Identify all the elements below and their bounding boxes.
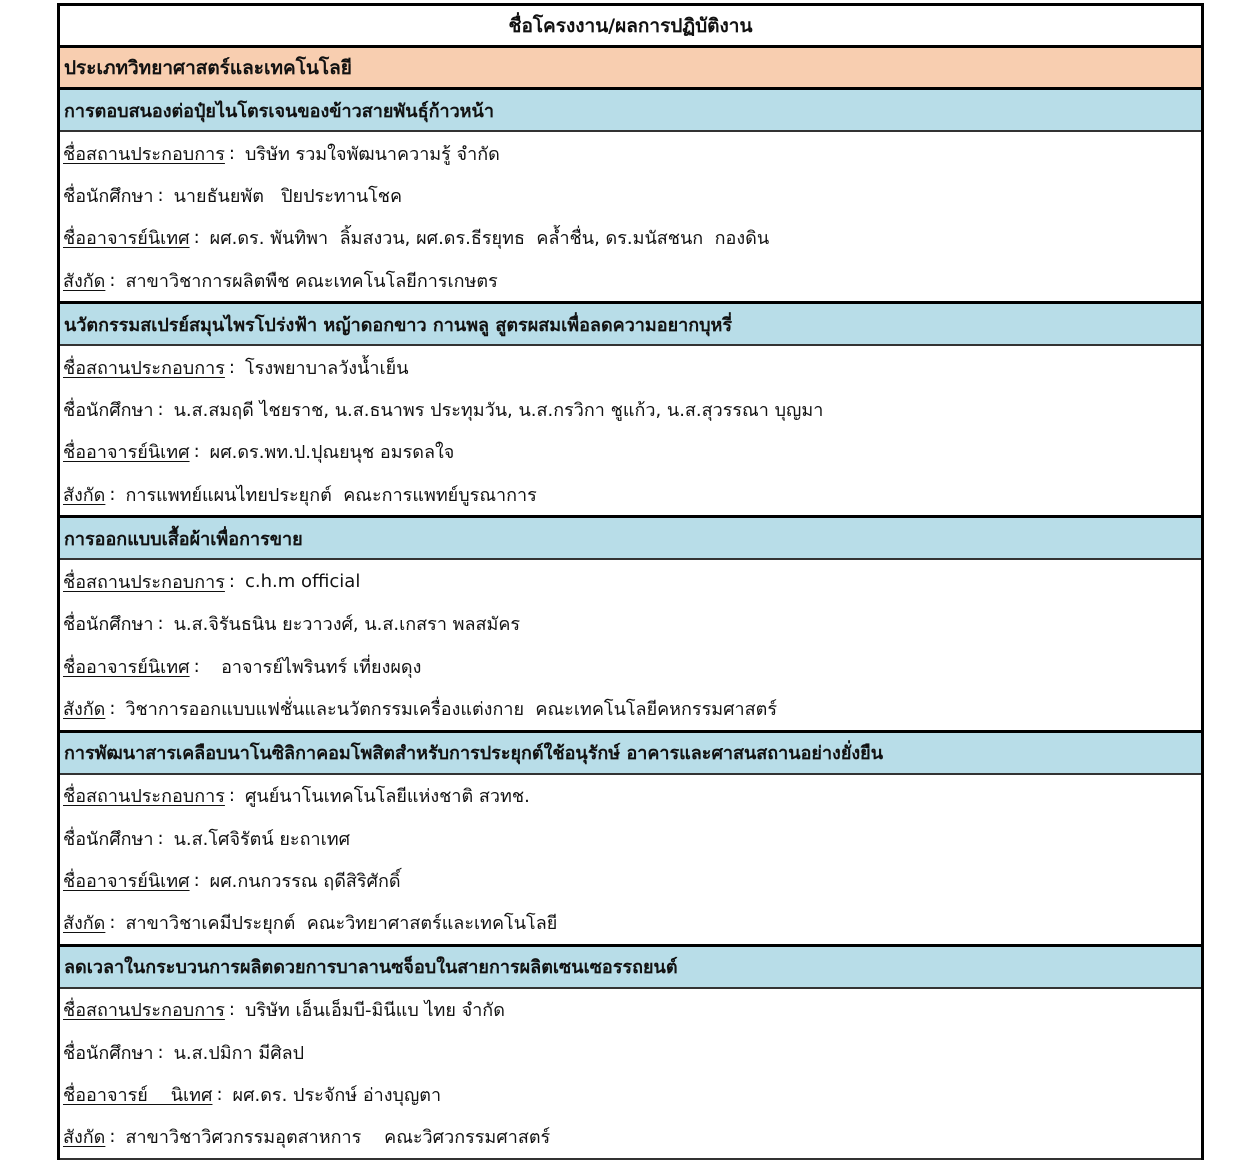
field-value: ผศ.ดร. พันทิพา ลิ้มสงวน, ผศ.ดร.ธีรยุทธ คล้ำชื่น, ดร.มนัสชนก กองดิน	[209, 228, 770, 250]
field-value: ผศ.ดร. ประจักษ์ อ่างบุญตา	[232, 1084, 442, 1106]
field-row	[60, 132, 1201, 174]
field-separator: :	[157, 827, 164, 849]
field-row	[60, 431, 1201, 473]
field-value: น.ส.สมฤดี ไชยราช, น.ส.ธนาพร ประทุมวัน, น.ส.กรวิกา ชูแก้ว, น.ส.สุวรรณา บุญมา	[173, 400, 824, 422]
field-separator: :	[193, 441, 200, 463]
project-title: การออกแบบเสื้อผ้าเพื่อการขาย	[60, 518, 1201, 560]
field-separator: :	[157, 613, 164, 635]
field-value: บริษัท เอ็นเอ็มบี-มินีแบ ไทย จำกัด	[244, 1000, 505, 1022]
field-label: สังกัด	[63, 484, 106, 506]
field-separator: :	[157, 1041, 164, 1063]
field-value: สาขาวิชาการผลิตพืช คณะเทคโนโลยีการเกษตร	[125, 270, 498, 292]
field-label: ชื่อสถานประกอบการ	[63, 357, 225, 379]
field-row	[60, 473, 1201, 515]
field-row	[60, 859, 1201, 901]
project-list	[60, 90, 1201, 1160]
field-label: ชื่ออาจารย์นิเทศ	[63, 442, 190, 464]
field-row	[60, 989, 1201, 1031]
field-separator: :	[228, 571, 235, 593]
field-separator: :	[228, 999, 235, 1021]
field-row	[60, 259, 1201, 301]
field-row	[60, 1073, 1201, 1115]
field-label: ชื่ออาจารย์นิเทศ	[63, 870, 190, 892]
field-separator: :	[109, 1126, 116, 1148]
field-label: ชื่อสถานประกอบการ	[63, 143, 225, 165]
field-separator: :	[109, 697, 116, 719]
field-value: สาขาวิชาเคมีประยุกต์ คณะวิทยาศาสตร์และเทคโนโลยี	[125, 913, 558, 935]
field-row	[60, 346, 1201, 388]
field-value: โรงพยาบาลวังน้ำเย็น	[244, 357, 409, 379]
field-row	[60, 217, 1201, 259]
field-label: ชื่อสถานประกอบการ	[63, 572, 225, 594]
field-separator: :	[157, 184, 164, 206]
field-value: c.h.m official	[244, 571, 361, 593]
project-block	[60, 90, 1201, 304]
field-row	[60, 603, 1201, 645]
table-header	[60, 6, 1201, 48]
field-value: ผศ.ดร.พท.ป.ปุณยนุช อมรดลใจ	[209, 442, 455, 464]
field-separator: :	[228, 356, 235, 378]
field-separator: :	[228, 142, 235, 164]
project-block	[60, 518, 1201, 732]
field-label: ชื่อนักศึกษา	[63, 185, 154, 207]
field-row	[60, 817, 1201, 859]
field-separator: :	[193, 655, 200, 677]
category-label: ประเภทวิทยาศาสตร์และเทคโนโลยี	[64, 56, 352, 79]
field-row	[60, 174, 1201, 216]
field-label: ชื่ออาจารย์ นิเทศ	[63, 1084, 213, 1106]
field-row	[60, 901, 1201, 943]
project-block	[60, 304, 1201, 518]
field-value: น.ส.ปมิกา มีศิลป	[173, 1042, 305, 1064]
field-separator: :	[109, 912, 116, 934]
field-value: สาขาวิชาวิศวกรรมอุตสาหการ คณะวิศวกรรมศาสตร์	[125, 1127, 551, 1149]
field-row	[60, 560, 1201, 602]
field-value: ศูนย์นาโนเทคโนโลยีแห่งชาติ สวทช.	[244, 786, 530, 808]
field-value: ผศ.กนกวรรณ ฤดีสิริศักดิ์	[209, 870, 401, 892]
field-value: วิชาการออกแบบแฟชั่นและนวัตกรรมเครื่องแต่งกาย คณะเทคโนโลยีคหกรรมศาสตร์	[125, 698, 778, 720]
project-title: นวัตกรรมสเปรย์สมุนไพรโปร่งฟ้า หญ้าดอกขาว กานพลู สูตรผสมเพื่อลดความอยากบุหรี่	[60, 304, 1201, 346]
field-label: ชื่อนักศึกษา	[63, 614, 154, 636]
field-separator: :	[216, 1083, 223, 1105]
field-label: ชื่อสถานประกอบการ	[63, 786, 225, 808]
field-label: ชื่ออาจารย์นิเทศ	[63, 656, 190, 678]
field-row	[60, 687, 1201, 729]
field-label: สังกัด	[63, 270, 106, 292]
field-label: ชื่อสถานประกอบการ	[63, 1000, 225, 1022]
field-value: นายธันยพัต ปิยประทานโชค	[173, 185, 403, 207]
field-value: น.ส.จิรันธนิน ยะวาวงศ์, น.ส.เกสรา พลสมัคร	[173, 614, 521, 636]
field-row	[60, 1031, 1201, 1073]
project-table	[57, 3, 1204, 1160]
field-label: สังกัด	[63, 1127, 106, 1149]
field-label: ชื่อนักศึกษา	[63, 400, 154, 422]
field-row	[60, 645, 1201, 687]
field-row	[60, 1116, 1201, 1158]
field-value: การแพทย์แผนไทยประยุกต์ คณะการแพทย์บูรณาการ	[125, 484, 537, 506]
field-separator: :	[109, 483, 116, 505]
field-separator: :	[109, 269, 116, 291]
field-value: น.ส.โศจิรัตน์ ยะถาเทศ	[173, 828, 351, 850]
field-label: ชื่ออาจารย์นิเทศ	[63, 228, 190, 250]
table-header-title: ชื่อโครงงาน/ผลการปฏิบัติงาน	[508, 14, 753, 37]
project-title: การตอบสนองต่อปุ๋ยไนโตรเจนของข้าวสายพันธุ์ก้าวหน้า	[60, 90, 1201, 132]
category-row	[60, 48, 1201, 90]
field-separator: :	[157, 399, 164, 421]
field-separator: :	[228, 785, 235, 807]
field-separator: :	[193, 869, 200, 891]
project-title: การพัฒนาสารเคลือบนาโนซิลิกาคอมโพสิตสำหรับการประยุกต์ใช้อนุรักษ์ อาคารและศาสนสถานอย่างยั่งยืน	[60, 733, 1201, 775]
field-label: ชื่อนักศึกษา	[63, 1042, 154, 1064]
project-title: ลดเวลาในกระบวนการผลิตดวยการบาลานซจ็อบในสายการผลิตเซนเซอรรถยนต์	[60, 947, 1201, 989]
field-label: สังกัด	[63, 913, 106, 935]
field-row	[60, 388, 1201, 430]
project-block	[60, 947, 1201, 1160]
field-value: อาจารย์ไพรินทร์ เที่ยงผดุง	[209, 656, 422, 678]
field-row	[60, 775, 1201, 817]
field-separator: :	[193, 227, 200, 249]
field-label: ชื่อนักศึกษา	[63, 828, 154, 850]
field-value: บริษัท รวมใจพัฒนาความรู้ จำกัด	[244, 143, 500, 165]
project-block	[60, 733, 1201, 947]
field-label: สังกัด	[63, 698, 106, 720]
